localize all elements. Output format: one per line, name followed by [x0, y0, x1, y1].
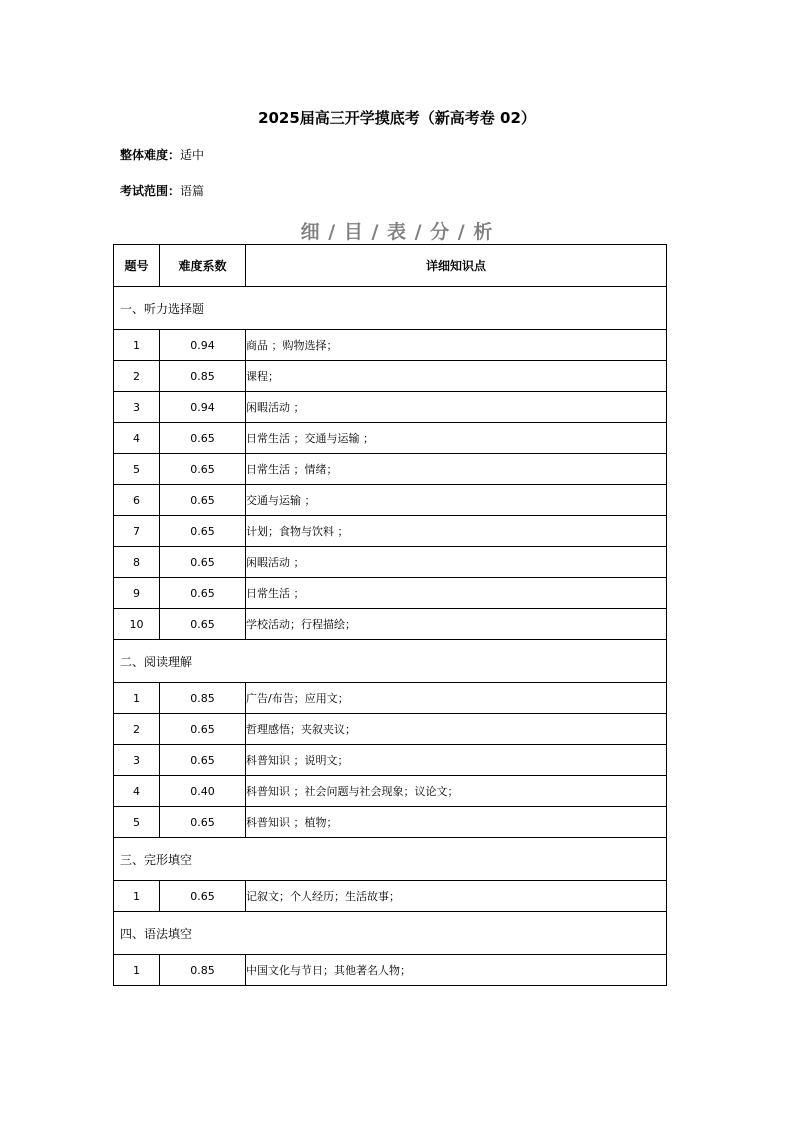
knowledge-points-cell: 日常生活 ；交通与运输 ；: [246, 423, 667, 454]
section-title: 一、听力选择题: [114, 287, 667, 330]
table-row: [114, 683, 667, 714]
section-row: [114, 912, 667, 955]
table-row: [114, 955, 667, 986]
difficulty-cell: 0.65: [160, 423, 246, 454]
difficulty-label: 整体难度：: [120, 148, 181, 162]
table-row: [114, 714, 667, 745]
knowledge-points-cell: 日常生活 ；情绪；: [246, 454, 667, 485]
question-number-cell: 5: [114, 454, 160, 485]
table-row: [114, 578, 667, 609]
table-row: [114, 392, 667, 423]
overall-difficulty: [120, 146, 204, 163]
difficulty-cell: 0.65: [160, 547, 246, 578]
knowledge-points-cell: 闲暇活动 ；: [246, 392, 667, 423]
question-number-cell: 3: [114, 745, 160, 776]
table-row: [114, 330, 667, 361]
knowledge-points-cell: 记叙文；个人经历；生活故事；: [246, 881, 667, 912]
question-number-cell: 8: [114, 547, 160, 578]
header-knowledge-points: 详细知识点: [246, 245, 667, 287]
table-row: [114, 881, 667, 912]
question-number-cell: 2: [114, 361, 160, 392]
difficulty-cell: 0.65: [160, 745, 246, 776]
header-question-number: 题号: [114, 245, 160, 287]
section-row: [114, 640, 667, 683]
difficulty-cell: 0.65: [160, 516, 246, 547]
knowledge-points-cell: 日常生活 ；: [246, 578, 667, 609]
scope-value: 语篇: [180, 184, 205, 198]
table-row: [114, 776, 667, 807]
analysis-table: [113, 244, 667, 986]
question-number-cell: 1: [114, 955, 160, 986]
question-number-cell: 2: [114, 714, 160, 745]
analysis-subtitle: 细 / 目 / 表 / 分 / 析: [300, 221, 494, 243]
table-row: [114, 609, 667, 640]
question-number-cell: 3: [114, 392, 160, 423]
section-title: 三、完形填空: [114, 838, 667, 881]
knowledge-points-cell: 科普知识 ；植物；: [246, 807, 667, 838]
difficulty-cell: 0.65: [160, 714, 246, 745]
header-difficulty: 难度系数: [160, 245, 246, 287]
knowledge-points-cell: 中国文化与节日；其他著名人物；: [246, 955, 667, 986]
section-row: [114, 838, 667, 881]
difficulty-cell: 0.65: [160, 881, 246, 912]
knowledge-points-cell: 科普知识 ；社会问题与社会现象；议论文；: [246, 776, 667, 807]
question-number-cell: 4: [114, 423, 160, 454]
question-number-cell: 1: [114, 330, 160, 361]
knowledge-points-cell: 广告/布告；应用文；: [246, 683, 667, 714]
difficulty-cell: 0.65: [160, 454, 246, 485]
difficulty-cell: 0.65: [160, 485, 246, 516]
section-title: 四、语法填空: [114, 912, 667, 955]
knowledge-points-cell: 学校活动；行程描绘；: [246, 609, 667, 640]
difficulty-cell: 0.65: [160, 578, 246, 609]
table-row: [114, 516, 667, 547]
question-number-cell: 6: [114, 485, 160, 516]
question-number-cell: 10: [114, 609, 160, 640]
difficulty-cell: 0.94: [160, 392, 246, 423]
knowledge-points-cell: 交通与运输 ；: [246, 485, 667, 516]
difficulty-value: 适中: [180, 148, 205, 162]
knowledge-points-cell: 闲暇活动 ；: [246, 547, 667, 578]
difficulty-cell: 0.65: [160, 609, 246, 640]
table-row: [114, 807, 667, 838]
section-title: 二、阅读理解: [114, 640, 667, 683]
difficulty-cell: 0.94: [160, 330, 246, 361]
question-number-cell: 5: [114, 807, 160, 838]
knowledge-points-cell: 哲理感悟；夹叙夹议；: [246, 714, 667, 745]
difficulty-cell: 0.40: [160, 776, 246, 807]
question-number-cell: 9: [114, 578, 160, 609]
knowledge-points-cell: 科普知识 ；说明文；: [246, 745, 667, 776]
knowledge-points-cell: 计划；食物与饮料 ；: [246, 516, 667, 547]
section-row: [114, 287, 667, 330]
table-row: [114, 485, 667, 516]
question-number-cell: 7: [114, 516, 160, 547]
knowledge-points-cell: 课程；: [246, 361, 667, 392]
knowledge-points-cell: 商品 ；购物选择；: [246, 330, 667, 361]
table-row: [114, 361, 667, 392]
question-number-cell: 4: [114, 776, 160, 807]
document-title: 2025届高三开学摸底考（新高考卷 02）: [258, 109, 536, 127]
difficulty-cell: 0.85: [160, 683, 246, 714]
difficulty-cell: 0.85: [160, 361, 246, 392]
exam-scope: [120, 182, 204, 199]
table-row: [114, 454, 667, 485]
scope-label: 考试范围：: [120, 184, 181, 198]
difficulty-cell: 0.85: [160, 955, 246, 986]
table-row: [114, 745, 667, 776]
difficulty-cell: 0.65: [160, 807, 246, 838]
table-row: [114, 547, 667, 578]
table-header-row: [114, 245, 667, 287]
question-number-cell: 1: [114, 881, 160, 912]
question-number-cell: 1: [114, 683, 160, 714]
table-row: [114, 423, 667, 454]
